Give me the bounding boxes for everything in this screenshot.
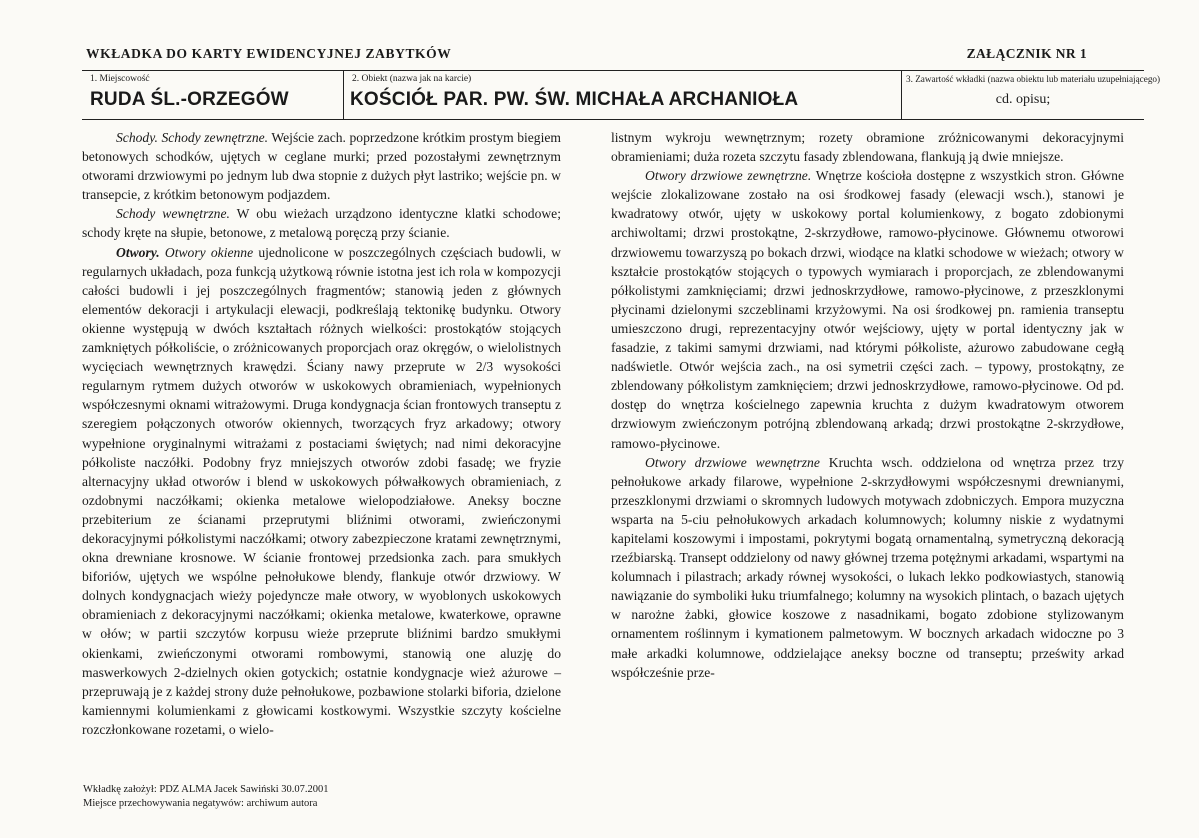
paragraph-openings bbox=[82, 243, 561, 739]
form-title: WKŁADKA DO KARTY EWIDENCYJNEJ ZABYTKÓW bbox=[86, 46, 452, 61]
text-interior-doors: Kruchta wsch. oddzielona od wnętrza przez trzy pełnołukowe arkady filarowe, wypełnione 2-skrzydłowymi współczesnymi drewnianymi, przeszklonymi drzwiami o skromnych ludowych motywach zdobniczych. Empora muzyczna wsparta na 5-ciu pełnołukowych arkadach kolumnowych; kolumny niskie z wydatnymi kapitelami koszowymi i impostami, pokrytymi bogatą ornamentalną, symetryczną dekoracją rzeźbiarską. Transept oddzielony od nawy głównej trzema potężnymi arkadami, wspartymi na kolumnach i pilastrach; arkady równej wysokości, o lukach lekko podkowiastych, stanowią nawiązanie do symboliki łuku triumfalnego; kolumny na wysokich plintach, o bazach ujętych w narożne żabki, głowice koszowe z nasadnikami, bogato zdobione stylizowanym ornamentem roślinnym i kymationem palmetowym. W bocznych arkadach widoczne po 3 małe arkadki kolumnowe, oddzielające aneksy boczne od transeptu; prześwity arkad współcześnie prze- bbox=[611, 454, 1124, 680]
object-cell bbox=[344, 71, 902, 119]
heading-stairs-exterior: Schody. Schody zewnętrzne. bbox=[116, 130, 269, 145]
footer-author: Wkładkę założył: PDZ ALMA Jacek Sawiński 30.07.2001 bbox=[83, 784, 329, 795]
footer bbox=[83, 783, 329, 811]
heading-window-openings: Otwory okienne bbox=[159, 244, 254, 260]
header-table bbox=[82, 70, 1161, 120]
content-label: 3. Zawartość wkładki (nazwa obiektu lub materiału uzupełniającego) bbox=[906, 74, 1161, 84]
text-stairs-exterior: Wejście zach. poprzedzone krótkim prostym biegiem betonowych schodków, ujętych w ceglane murki; przed pozostałymi zewnętrznym otworami drzwiowymi po jednym lub dwa stopnie z dużych płyt lastriko; wejście pn. w transepcie, z krótkim betonowym podjazdem. bbox=[82, 130, 561, 203]
object-label: 2. Obiekt (nazwa jak na karcie) bbox=[352, 74, 472, 84]
place-value: RUDA ŚL.-ORZEGÓW bbox=[90, 89, 289, 110]
heading-interior-doors: Otwory drzwiowe wewnętrzne bbox=[645, 454, 820, 470]
text-exterior-doors: Wnętrze kościoła dostępne z wszystkich stron. Główne wejście zlokalizowane zostało na osi środkowej fasady (elewacji wsch.), stanowi je kwadratowy otwór, ujęty w uskokowy portal kolumienkowy, z bogato zdobionymi archiwoltami; drzwi prostokątne, 2-skrzydłowe, ramowo-płycinowe. Głównemu otworowi drzwiowemu towarzyszą po bokach drzwi, wiodące na klatki schodowe w wieżach; otwory w kształcie prostokątów stojących o typowych wymiarach i proporcjach, ze zblendowanymi półkolistymi zamknięciami; drzwi jednoskrzydłowe, ramowo-płycinowe, z przeszklonymi płycinami dzielonymi szczeblinami krzyżowymi. Na osi środkowej pn. ramienia transeptu umieszczono drugi, reprezentacyjny otwór wejściowy, ujęty w portal identyczny jak w fasadzie, z takimi samymi drzwiami, nad którymi półkoliste, ażurowo zabudowane cegłą nadświetle. Otwór wejścia zach., na osi symetrii części zach. – typowy, prostokątny, ze zblendowany półkolistym zamknięciem; drzwi jednoskrzydłowe, ramowo-płycinowe. Od pd. dostęp do wnętrza kościelnego zapewnia kruchta z dużym kwadratowym otworem drzwiowym zwieńczonym potrójną zblendowaną arkadą; drzwi prostokątne 2-skrzydłowe, ramowo-płycinowe. bbox=[611, 168, 1124, 451]
heading-openings: Otwory. bbox=[116, 244, 160, 260]
paragraph-exterior-doors bbox=[611, 166, 1124, 452]
footer-negatives: Miejsce przechowywania negatywów: archiwum autora bbox=[83, 798, 318, 809]
paragraph-stairs-interior bbox=[82, 204, 561, 242]
text-window-openings: ujednolicone w poszczególnych częściach budowli, w regularnych układach, poza funkcją użytkową równie istotna jest ich rola w kompozycji całości budowli i jej poszczególnych fragmentów; stanowią jeden z głównych elementów dekoracji i artykulacji elewacji, podkreślają tektonikę budynku. Otwory okienne występują w dwóch kształtach różnych wielkości: prostokątów stojących zamkniętych półkoliście, o zróżnicowanych proporcjach oraz okręgów, o wielolistnych wycięciach wewnętrznych krawędzi. Ściany nawy przeprute w 2/3 wysokości regularnym rytmem dużych otworów w uskokowych obramieniach, wypełnionych współczesnymi oknami witrażowymi. Druga kondygnacja ścian frontowych transeptu z szeregiem połączonych otworów okiennych, tworzących fryz arkadowy; otwory wypełnione oryginalnymi witrażami z postaciami świętych; nad nimi dekoracyjne półkoliste naczółki. Podobny fryz mniejszych otworów zdobi fasadę; we fryzie alternacyjny układ otworów i blend w uskokowych półwałkowych obramieniach, z ozdobnymi naczółkami; okienka metalowe wielopodziałowe. Aneksy boczne przebiterium ze ścianami przeprutymi bliźnimi otworami, zwieńczonymi dekoracyjnymi półkolistymi naczółkami; otwory zabezpieczone kratami zewnętrznymi, okna drewniane krosnowe. W ścianie frontowej przedsionka zach. para smukłych biforiów, ujętych we wspólne pełnołukowe blendy, flankuje otwór drzwiowy. W dolnych kondygnacjach wieży pojedyncze małe otwory, w wyoblonych uskokowych obramieniach z dekoracyjnymi naczółkami; okienka metalowe, kwaterkowe, oprawne w ołów; w partii szczytów korpusu wieże przeprute bliźnimi bardzo smukłymi okienkami, zwieńczonymi otworami rombowymi, stanowią one aluzję do maswerkowych 2-dzielnych okien gotyckich; ostatnie kondygnacje wież ażurowe – przepruwają je z każdej strony duże pełnołukowe, pozbawione stolarki biforia, dzielone kamiennymi kolumienkami z głowicami kostkowymi. Wszystkie szczyty kościelne rozczłonkowane rozetami, o wielo- bbox=[82, 244, 561, 737]
heading-exterior-doors: Otwory drzwiowe zewnętrzne. bbox=[645, 168, 812, 184]
paragraph-rosettes-cont bbox=[611, 128, 1124, 166]
place-label: 1. Miejscowość bbox=[90, 74, 150, 84]
heading-stairs-interior: Schody wewnętrzne. bbox=[116, 206, 230, 222]
object-value: KOŚCIÓŁ PAR. PW. ŚW. MICHAŁA ARCHANIOŁA bbox=[350, 89, 799, 110]
content-cell bbox=[902, 71, 1161, 119]
paragraph-interior-doors bbox=[611, 453, 1124, 682]
text-stairs-interior: W obu wieżach urządzono identyczne klatki schodowe; schody kręte na słupie, betonowe, z metalową poręczą przy ścianie. bbox=[82, 206, 561, 241]
text-rosettes-cont: listnym wykroju wewnętrznym; rozety obramione zróżnicowanymi dekoracyjnymi obramieniami; duża rozeta szczytu fasady zblendowana, flankują ją dwie mniejsze. bbox=[611, 130, 1124, 165]
content-value: cd. opisu; bbox=[995, 92, 1051, 107]
annex-number: ZAŁĄCZNIK NR 1 bbox=[966, 46, 1087, 61]
left-text-column bbox=[82, 128, 561, 739]
paragraph-stairs-exterior bbox=[82, 128, 561, 204]
right-text-column bbox=[611, 128, 1124, 682]
place-cell bbox=[82, 71, 344, 119]
